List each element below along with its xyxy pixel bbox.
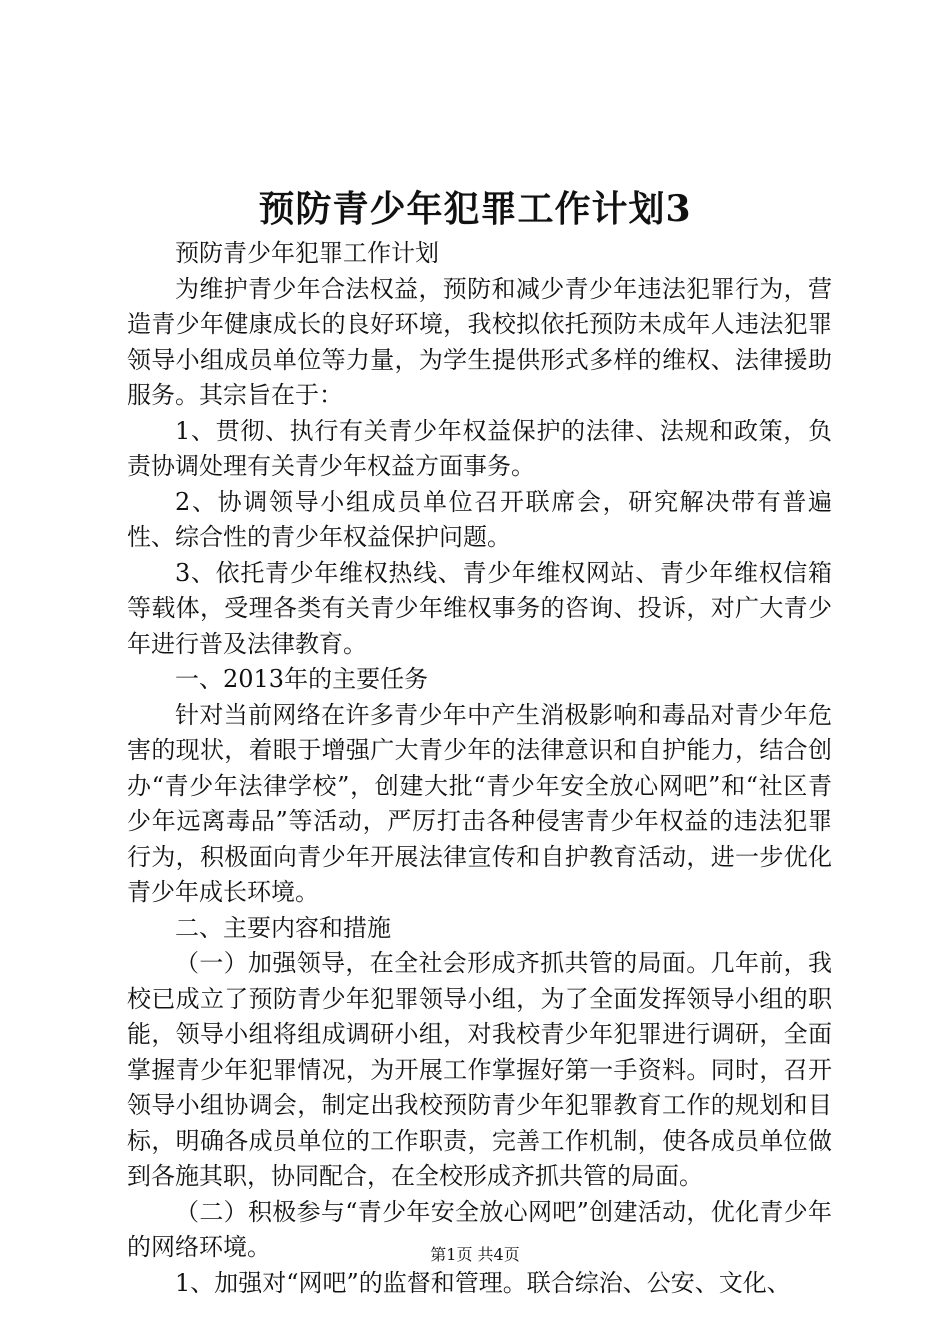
section-heading: 一、2013年的主要任务 xyxy=(175,665,429,693)
paragraph-item: 1、加强对“网吧”的监督和管理。联合综治、公安、文化、 xyxy=(175,1268,791,1297)
paragraph: 为维护青少年合法权益，预防和减少青少年违法犯罪行为，营造青少年健康成长的良好环境，我校拟依托预防未成年人违法犯罪领导小组成员单位等力量，为学生提供形式多样的维权、法律援助服务。其宗旨在于： xyxy=(127,274,832,409)
document-body xyxy=(127,236,832,1301)
paragraph: （一）加强领导，在全社会形成齐抓共管的局面。几年前，我校已成立了预防青少年犯罪领导小组，为了全面发挥领导小组的职能，领导小组将组成调研小组，对我校青少年犯罪进行调研，全面掌握青少年犯罪情况，为开展工作掌握好第一手资料。同时，召开领导小组协调会，制定出我校预防青少年犯罪教育工作的规划和目标，明确各成员单位的工作职责，完善工作机制，使各成员单位做到各施其职，协同配合，在全校形成齐抓共管的局面。 xyxy=(127,949,832,1190)
paragraph-item: 3、依托青少年维权热线、青少年维权网站、青少年维权信箱等载体，受理各类有关青少年维权事务的咨询、投诉，对广大青少年进行普及法律教育。 xyxy=(127,558,832,658)
section-heading: 二、主要内容和措施 xyxy=(175,913,391,942)
paragraph-subtitle: 预防青少年犯罪工作计划 xyxy=(175,239,439,267)
paragraph-item: 1、贯彻、执行有关青少年权益保护的法律、法规和政策，负责协调处理有关青少年权益方面事务。 xyxy=(127,416,832,480)
paragraph: （二）积极参与“青少年安全放心网吧”创建活动，优化青少年的网络环境。 xyxy=(127,1197,832,1261)
page-footer: 第1页 共4页 xyxy=(430,1245,520,1264)
paragraph-item: 2、协调领导小组成员单位召开联席会，研究解决带有普遍性、综合性的青少年权益保护问题。 xyxy=(127,487,832,551)
document-title: 预防青少年犯罪工作计划3 xyxy=(258,188,692,230)
paragraph: 针对当前网络在许多青少年中产生消极影响和毒品对青少年危害的现状，着眼于增强广大青少年的法律意识和自护能力，结合创办“青少年法律学校”，创建大批“青少年安全放心网吧”和“社区青少年远离毒品”等活动，严厉打击各种侵害青少年权益的违法犯罪行为，积极面向青少年开展法律宣传和自护教育活动，进一步优化青少年成长环境。 xyxy=(127,700,832,906)
